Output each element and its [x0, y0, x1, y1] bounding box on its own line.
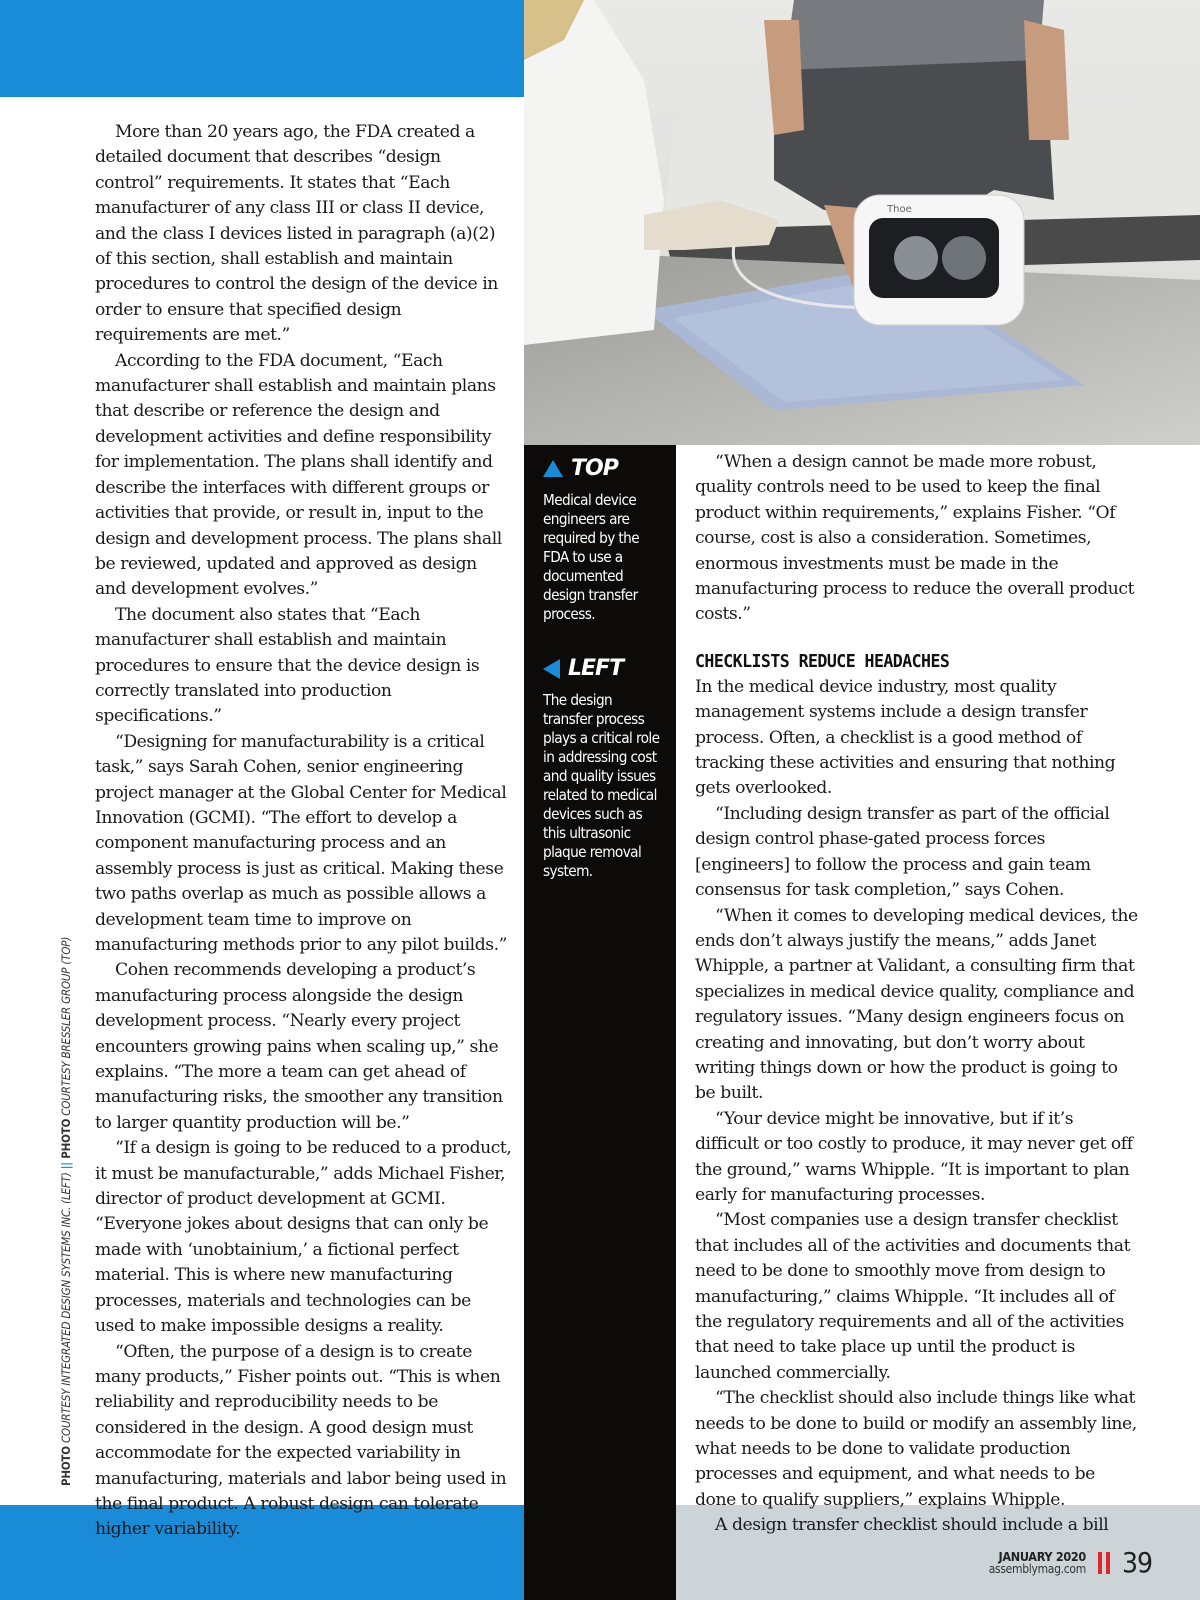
- body-paragraph: A design transfer checklist should include a bill: [715, 1515, 1109, 1536]
- body-paragraph: “Often, the purpose of a design is to create many products,” Fisher points out. “This is when reliability and reproducibility needs to be considered in the design. A good design must accommodate for the expected variability in manufacturing, materials and labor being used in the final product. A robust design can tolerate higher variability.: [95, 1341, 507, 1540]
- body-paragraph: “Including design transfer as part of the official design control phase-gated process forces [engineers] to follow the process and gain team consensus for task completion,” says Cohen.: [695, 803, 1110, 901]
- body-paragraph: More than 20 years ago, the FDA created a detailed document that describes “design control” requirements. It states that “Each manufacturer of any class III or class II device, and the class I devices listed in paragraph (a)(2) of this section, shall establish and maintain procedures to control the design of the device in order to ensure that specified design requirements are met.”: [95, 122, 498, 346]
- body-paragraph: “Designing for manufacturability is a critical task,” says Sarah Cohen, senior engineering project manager at the Global Center for Medical Innovation (GCMI). “The effort to develop a component manufacturing process and an assembly process is just as critical. Making these two paths overlap as much as possible allows a development team time to improve on manufacturing methods prior to any pilot builds.”: [95, 731, 507, 955]
- left-text-column: [95, 120, 512, 1543]
- caption-label: TOP: [571, 456, 618, 481]
- triangle-left-icon: [543, 659, 560, 679]
- double-bar-icon: [1098, 1552, 1112, 1574]
- top-color-bar: [0, 0, 524, 97]
- photo-illustration: [524, 0, 1200, 445]
- body-paragraph: Cohen recommends developing a product’s manufacturing process alongside the design development process. “Nearly every project encounters growing pains when scaling up,” she explains. “The more a team can get ahead of manufacturing risks, the smoother any transition to larger quantity production will be.”: [95, 960, 503, 1133]
- body-paragraph: “If a design is going to be reduced to a product, it must be manufacturable,” adds Michael Fisher, director of product development at GCMI. “Everyone jokes about designs that can only be made with ‘unobtainium,’ a fictional perfect material. This is where new manufacturing processes, materials and technologies can be used to make impossible designs a reality.: [95, 1138, 512, 1337]
- body-paragraph: The document also states that “Each manufacturer shall establish and maintain procedures to ensure that the device design is correctly translated into production specifications.”: [95, 604, 480, 727]
- body-paragraph: “When it comes to developing medical devices, the ends don’t always justify the means,” adds Janet Whipple, a partner at Validant, a consulting firm that specializes in medical device quality, compliance and regulatory issues. “Many design engineers focus on creating and innovating, but don’t worry about writing things down or how the product is going to be built.: [695, 905, 1138, 1104]
- body-paragraph: In the medical device industry, most quality management systems include a design transfer process. Often, a checklist is a good method of tracking these activities and ensuring that nothing gets overlooked.: [695, 676, 1116, 799]
- caption-text: Medical device engineers are required by the FDA to use a documented design transfer process.: [543, 491, 640, 623]
- body-paragraph: According to the FDA document, “Each manufacturer shall establish and maintain plans that describe or reference the design and development activities and define responsibility for implementation. The plans shall identify and describe the interfaces with different groups or activities that provide, or result in, input to the design and development process. The plans shall be reviewed, updated and approved as design and development evolves.”: [95, 350, 502, 600]
- page-number: 39: [1121, 1546, 1152, 1579]
- website: assemblymag.com: [988, 1561, 1086, 1576]
- section-subhead: CHECKLISTS REDUCE HEADACHES: [695, 650, 950, 672]
- device-brand: Thoe: [887, 204, 912, 215]
- caption-left: [543, 656, 673, 881]
- body-paragraph: “Your device might be innovative, but if it’s difficult or too costly to produce, it may never get off the ground,” warns Whipple. “It is important to plan early for manufacturing processes.: [695, 1108, 1133, 1205]
- article-photo: [524, 0, 1200, 445]
- caption-label: LEFT: [568, 656, 624, 681]
- body-paragraph: “The checklist should also include things like what needs to be done to build or modify an assembly line, what needs to be done to validate production processes and equipment, and what needs to be done to qualify suppliers,” explains Whipple.: [695, 1388, 1137, 1510]
- issue-date: JANUARY 2020: [998, 1548, 1086, 1564]
- triangle-up-icon: [543, 460, 563, 477]
- photo-credit: PHOTO COURTESY INTEGRATED DESIGN SYSTEMS INC. (LEFT) || PHOTO COURTESY BRESSLER GROUP (TOP): [59, 936, 73, 1486]
- body-paragraph: “Most companies use a design transfer checklist that includes all of the activities and documents that need to be done to smoothly move from design to manufacturing,” claims Whipple. “It includes all of the regulatory requirements and all of the activities that need to take place up until the product is launched commercially.: [695, 1210, 1131, 1383]
- page-folio: [989, 1546, 1152, 1579]
- caption-text: The design transfer process plays a critical role in addressing cost and quality issues related to medical devices such as this ultrasonic plaque removal system.: [543, 691, 660, 880]
- body-paragraph: “When a design cannot be made more robust, quality controls need to be used to keep the final product within requirements,” explains Fisher. “Of course, cost is also a consideration. Sometimes, enormous investments must be made in the manufacturing process to reduce the overall product costs.”: [695, 452, 1135, 625]
- right-text-column: [695, 450, 1140, 1539]
- caption-top: [543, 456, 673, 624]
